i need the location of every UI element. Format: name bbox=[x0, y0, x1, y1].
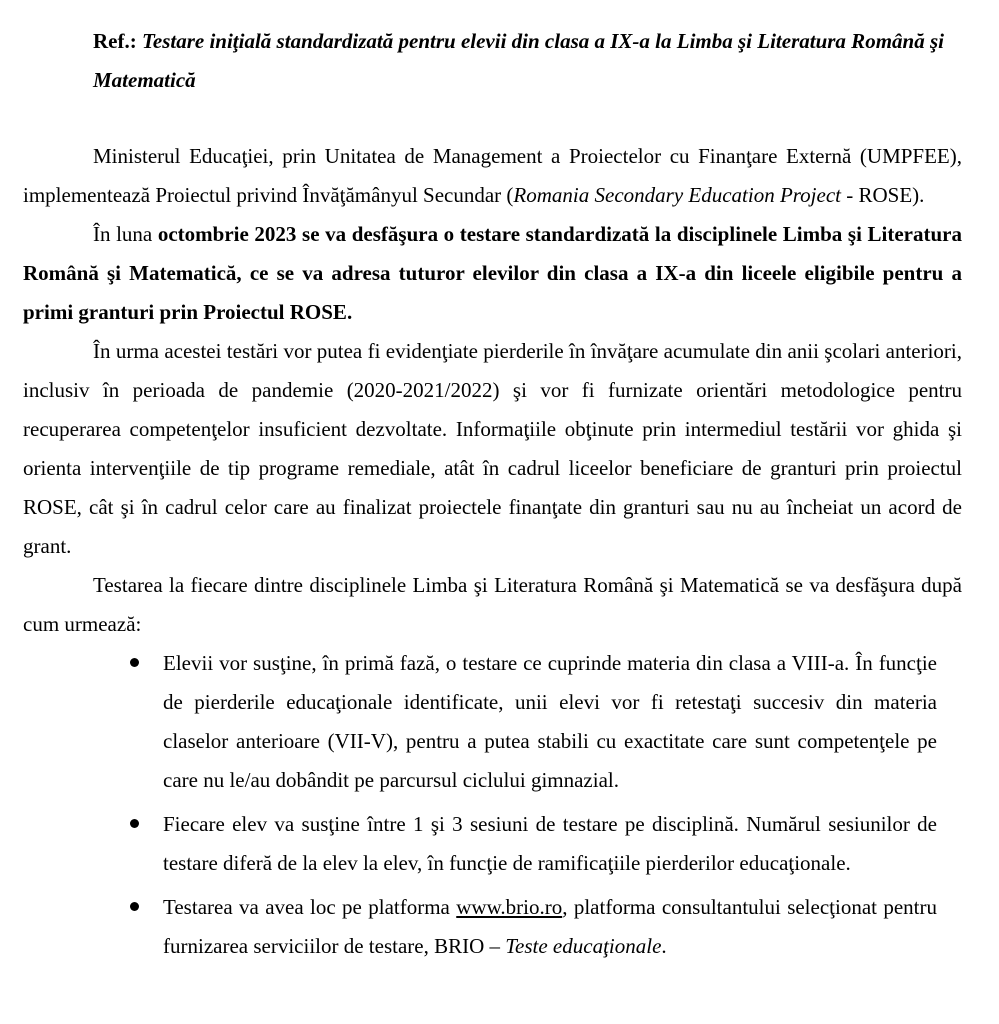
bullet-3-text-start: Testarea va avea loc pe platforma bbox=[163, 895, 457, 919]
paragraph-announcement bbox=[23, 215, 962, 332]
bullet-3-text-mid: , platforma consultantului selecţionat pentru furnizarea serviciilor de testare, BRIO – bbox=[163, 895, 937, 958]
ref-title: Testare iniţială standardizată pentru elevii din clasa a IX-a la Limba şi Literatura Română şi Matematică bbox=[93, 29, 944, 92]
paragraph-intro bbox=[23, 137, 962, 215]
intro-text-end: - ROSE). bbox=[840, 183, 925, 207]
bullet-1-text: Elevii vor susţine, în primă fază, o testare ce cuprinde materia din clasa a VIII-a. În funcţie de pierderile educaţionale identificate, unii elevi vor fi retestaţi succesiv din materia claselor anterioare (VII-V), pentru a putea stabili cu exactitate care sunt competenţele pe care nu le/au dobândit pe parcursul ciclului gimnazial. bbox=[163, 651, 937, 792]
bullet-icon bbox=[130, 819, 139, 828]
announcement-lead: În luna bbox=[93, 222, 158, 246]
intro-project-name-italic: Romania Secondary Education Project bbox=[513, 183, 841, 207]
brio-link[interactable]: www.brio.ro bbox=[456, 895, 563, 919]
paragraph-lead-in: Testarea la fiecare dintre disciplinele Limba şi Literatura Română şi Matematică se va desfăşura după cum urmează: bbox=[23, 573, 962, 636]
announcement-bold-text: octombrie 2023 se va desfăşura o testare standardizată la disciplinele Limba şi Literatura Română şi Matematică, ce se va adresa tuturor elevilor din clasa a IX-a din liceele eligibile pentru a primi granturi prin Proiectul ROSE. bbox=[23, 222, 962, 324]
ref-label: Ref.: bbox=[93, 29, 142, 53]
bullet-3-text-end: . bbox=[661, 934, 667, 958]
bullet-list bbox=[23, 644, 937, 966]
bullet-item-1 bbox=[163, 644, 937, 800]
bullet-2-text: Fiecare elev va susţine între 1 şi 3 sesiuni de testare pe disciplină. Numărul sesiunilor de testare diferă de la elev la elev, în funcţie de ramificaţiile pierderilor educaţionale. bbox=[163, 812, 937, 875]
bullet-item-2 bbox=[163, 805, 937, 883]
bullet-icon bbox=[130, 902, 139, 911]
bullet-3-italic-text: Teste educaţionale bbox=[505, 934, 662, 958]
intro-text-start: Ministerul Educaţiei, prin Unitatea de Management a Proiectelor cu Finanţare Externă (UMPFEE), implementează Proiectul privind Învăţămânyul Secundar ( bbox=[23, 144, 962, 207]
paragraph-purpose: În urma acestei testări vor putea fi evidenţiate pierderile în învăţare acumulate din anii şcolari anteriori, inclusiv în perioada de pandemie (2020-2021/2022) şi vor fi furnizate orientări metodologice pentru recuperarea competenţelor insuficient dezvoltate. Informaţiile obţinute prin intermediul testării vor ghida şi orienta intervenţiile de tip programe remediale, atât în cadrul liceelor beneficiare de granturi prin proiectul ROSE, cât şi în cadrul celor care au finalizat proiectele finanţate din granturi sau nu au încheiat un acord de grant. bbox=[23, 339, 962, 558]
bullet-icon bbox=[130, 658, 139, 667]
ref-heading bbox=[93, 22, 962, 100]
bullet-item-3 bbox=[163, 888, 937, 966]
